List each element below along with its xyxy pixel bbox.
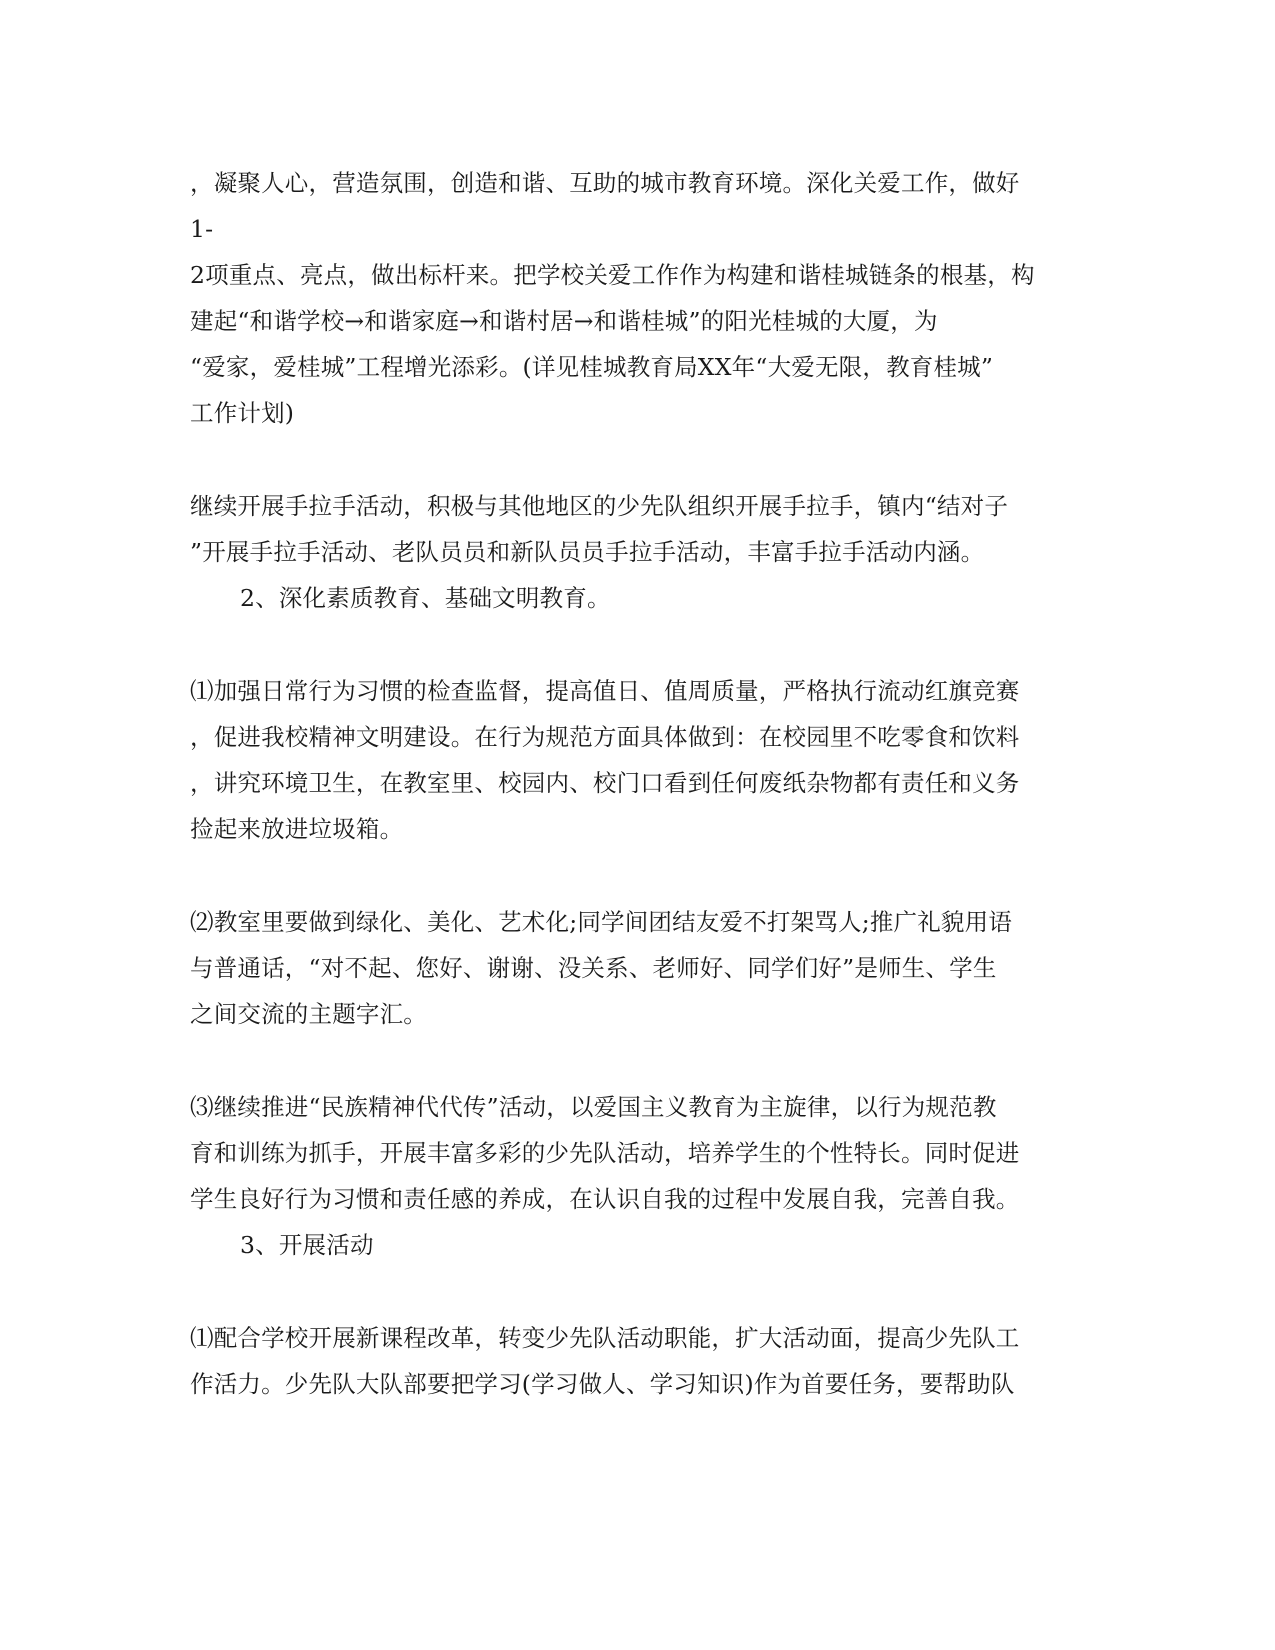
text-line: ⑴配合学校开展新课程改革，转变少先队活动职能，扩大活动面，提高少先队工 bbox=[190, 1324, 1020, 1352]
text-line: ⑵教室里要做到绿化、美化、艺术化;同学间团结友爱不打架骂人;推广礼貌用语 bbox=[190, 908, 1013, 936]
text-line: ，促进我校精神文明建设。在行为规范方面具体做到：在校园里不吃零食和饮料 bbox=[190, 723, 1020, 751]
text-line: 捡起来放进垃圾箱。 bbox=[190, 815, 404, 843]
text-line: ⑶继续推进“民族精神代代传”活动，以爱国主义教育为主旋律，以行为规范教 bbox=[190, 1093, 997, 1121]
text-line: 之间交流的主题字汇。 bbox=[190, 1000, 427, 1028]
section-heading: 2、深化素质教育、基础文明教育。 bbox=[240, 584, 611, 612]
text-line: 建起“和谐学校→和谐家庭→和谐村居→和谐桂城”的阳光桂城的大厦，为 bbox=[190, 307, 938, 335]
text-line: ”开展手拉手活动、老队员员和新队员员手拉手活动，丰富手拉手活动内涵。 bbox=[190, 538, 985, 566]
section-heading: 3、开展活动 bbox=[240, 1231, 374, 1259]
text-line: ，讲究环境卫生，在教室里、校园内、校门口看到任何废纸杂物都有责任和义务 bbox=[190, 769, 1020, 797]
text-line: ，凝聚人心，营造氛围，创造和谐、互助的城市教育环境。深化关爱工作，做好 bbox=[190, 169, 1020, 197]
text-line: 学生良好行为习惯和责任感的养成，在认识自我的过程中发展自我，完善自我。 bbox=[190, 1185, 1020, 1213]
text-line: “爱家，爱桂城”工程增光添彩。(详见桂城教育局XX年“大爱无限，教育桂城” bbox=[190, 353, 994, 381]
text-line: 工作计划) bbox=[190, 399, 295, 427]
text-line: 育和训练为抓手，开展丰富多彩的少先队活动，培养学生的个性特长。同时促进 bbox=[190, 1139, 1020, 1167]
text-line: 继续开展手拉手活动，积极与其他地区的少先队组织开展手拉手，镇内“结对子 bbox=[190, 492, 1009, 520]
text-line: 作活力。少先队大队部要把学习(学习做人、学习知识)作为首要任务，要帮助队 bbox=[190, 1370, 1015, 1398]
text-line: 2项重点、亮点，做出标杆来。把学校关爱工作作为构建和谐桂城链条的根基，构 bbox=[190, 261, 1035, 289]
text-line: ⑴加强日常行为习惯的检查监督，提高值日、值周质量，严格执行流动红旗竞赛 bbox=[190, 677, 1020, 705]
text-line: 1- bbox=[190, 215, 214, 243]
text-line: 与普通话，“对不起、您好、谢谢、没关系、老师好、同学们好”是师生、学生 bbox=[190, 954, 997, 982]
